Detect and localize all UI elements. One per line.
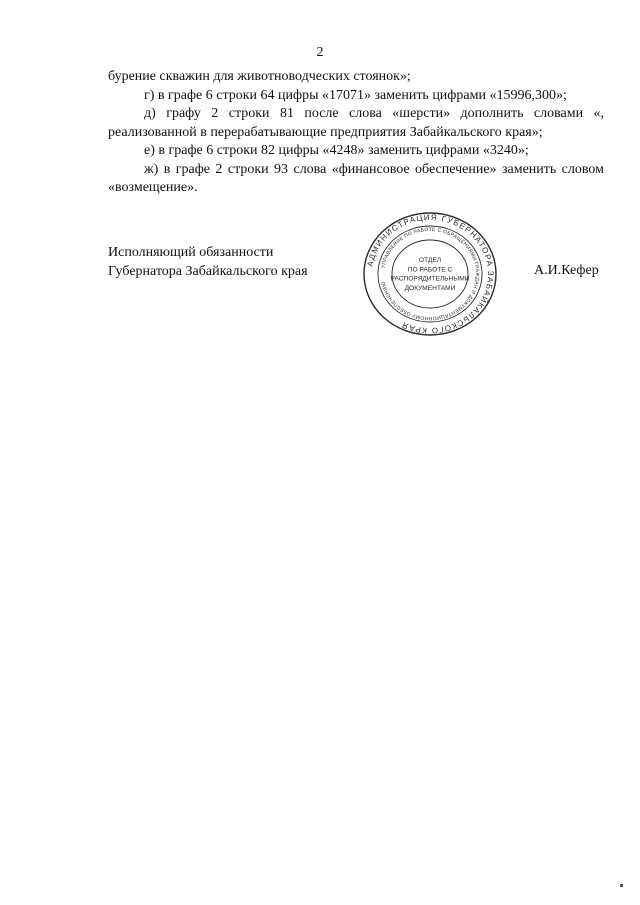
page-number: 2 xyxy=(316,45,324,60)
paragraph-item-g: г) в графе 6 строки 64 цифры «17071» заменить цифрами «15996,300»; xyxy=(144,87,567,103)
paragraph-item-e: е) в графе 6 строки 82 цифры «4248» заменить цифрами «3240»; xyxy=(144,143,529,158)
paragraph-item-zh: ж) в графе 2 строки 93 слова «финансовое обеспечение» заменить словом «возмещение». xyxy=(108,161,604,195)
stamp-center-line: ОТДЕЛ xyxy=(418,257,442,265)
document-body xyxy=(108,68,604,198)
signatory-title-line-2: Губернатора Забайкальского края xyxy=(108,263,308,279)
stamp-seal-icon xyxy=(360,210,500,338)
signatory-title xyxy=(108,244,308,281)
svg-text:УПРАВЛЕНИЕ ПО РАБОТЕ С ОБРАЩЕН: УПРАВЛЕНИЕ ПО РАБОТЕ С ОБРАЩЕНИЯМИ ГРАЖДАН И ДОКУМЕНТАЦИОННОМУ ОБЕСПЕЧЕНИЮ xyxy=(380,226,481,322)
stamp-center-line: ДОКУМЕНТАМИ xyxy=(404,284,456,292)
signatory-name: А.И.Кефер xyxy=(534,263,599,278)
paragraph-item-d: д) графу 2 строки 81 после слова «шерсти» дополнить словами «, реализованной в перерабатывающие предприятия Забайкальского края»; xyxy=(108,106,604,140)
paragraph-continuation: бурение скважин для животноводческих стоянок»; xyxy=(108,69,411,84)
stamp-center-line: РАСПОРЯДИТЕЛЬНЫМИ xyxy=(390,275,470,283)
corner-dot xyxy=(620,884,623,887)
svg-text:АДМИНИСТРАЦИЯ ГУБЕРНАТОРА ЗАБА: АДМИНИСТРАЦИЯ ГУБЕРНАТОРА ЗАБАЙКАЛЬСКОГО КРАЯ xyxy=(365,212,496,336)
stamp-center-line: ПО РАБОТЕ С xyxy=(407,266,453,274)
official-stamp xyxy=(360,210,500,338)
signatory-title-line-1: Исполняющий обязанности xyxy=(108,245,274,260)
